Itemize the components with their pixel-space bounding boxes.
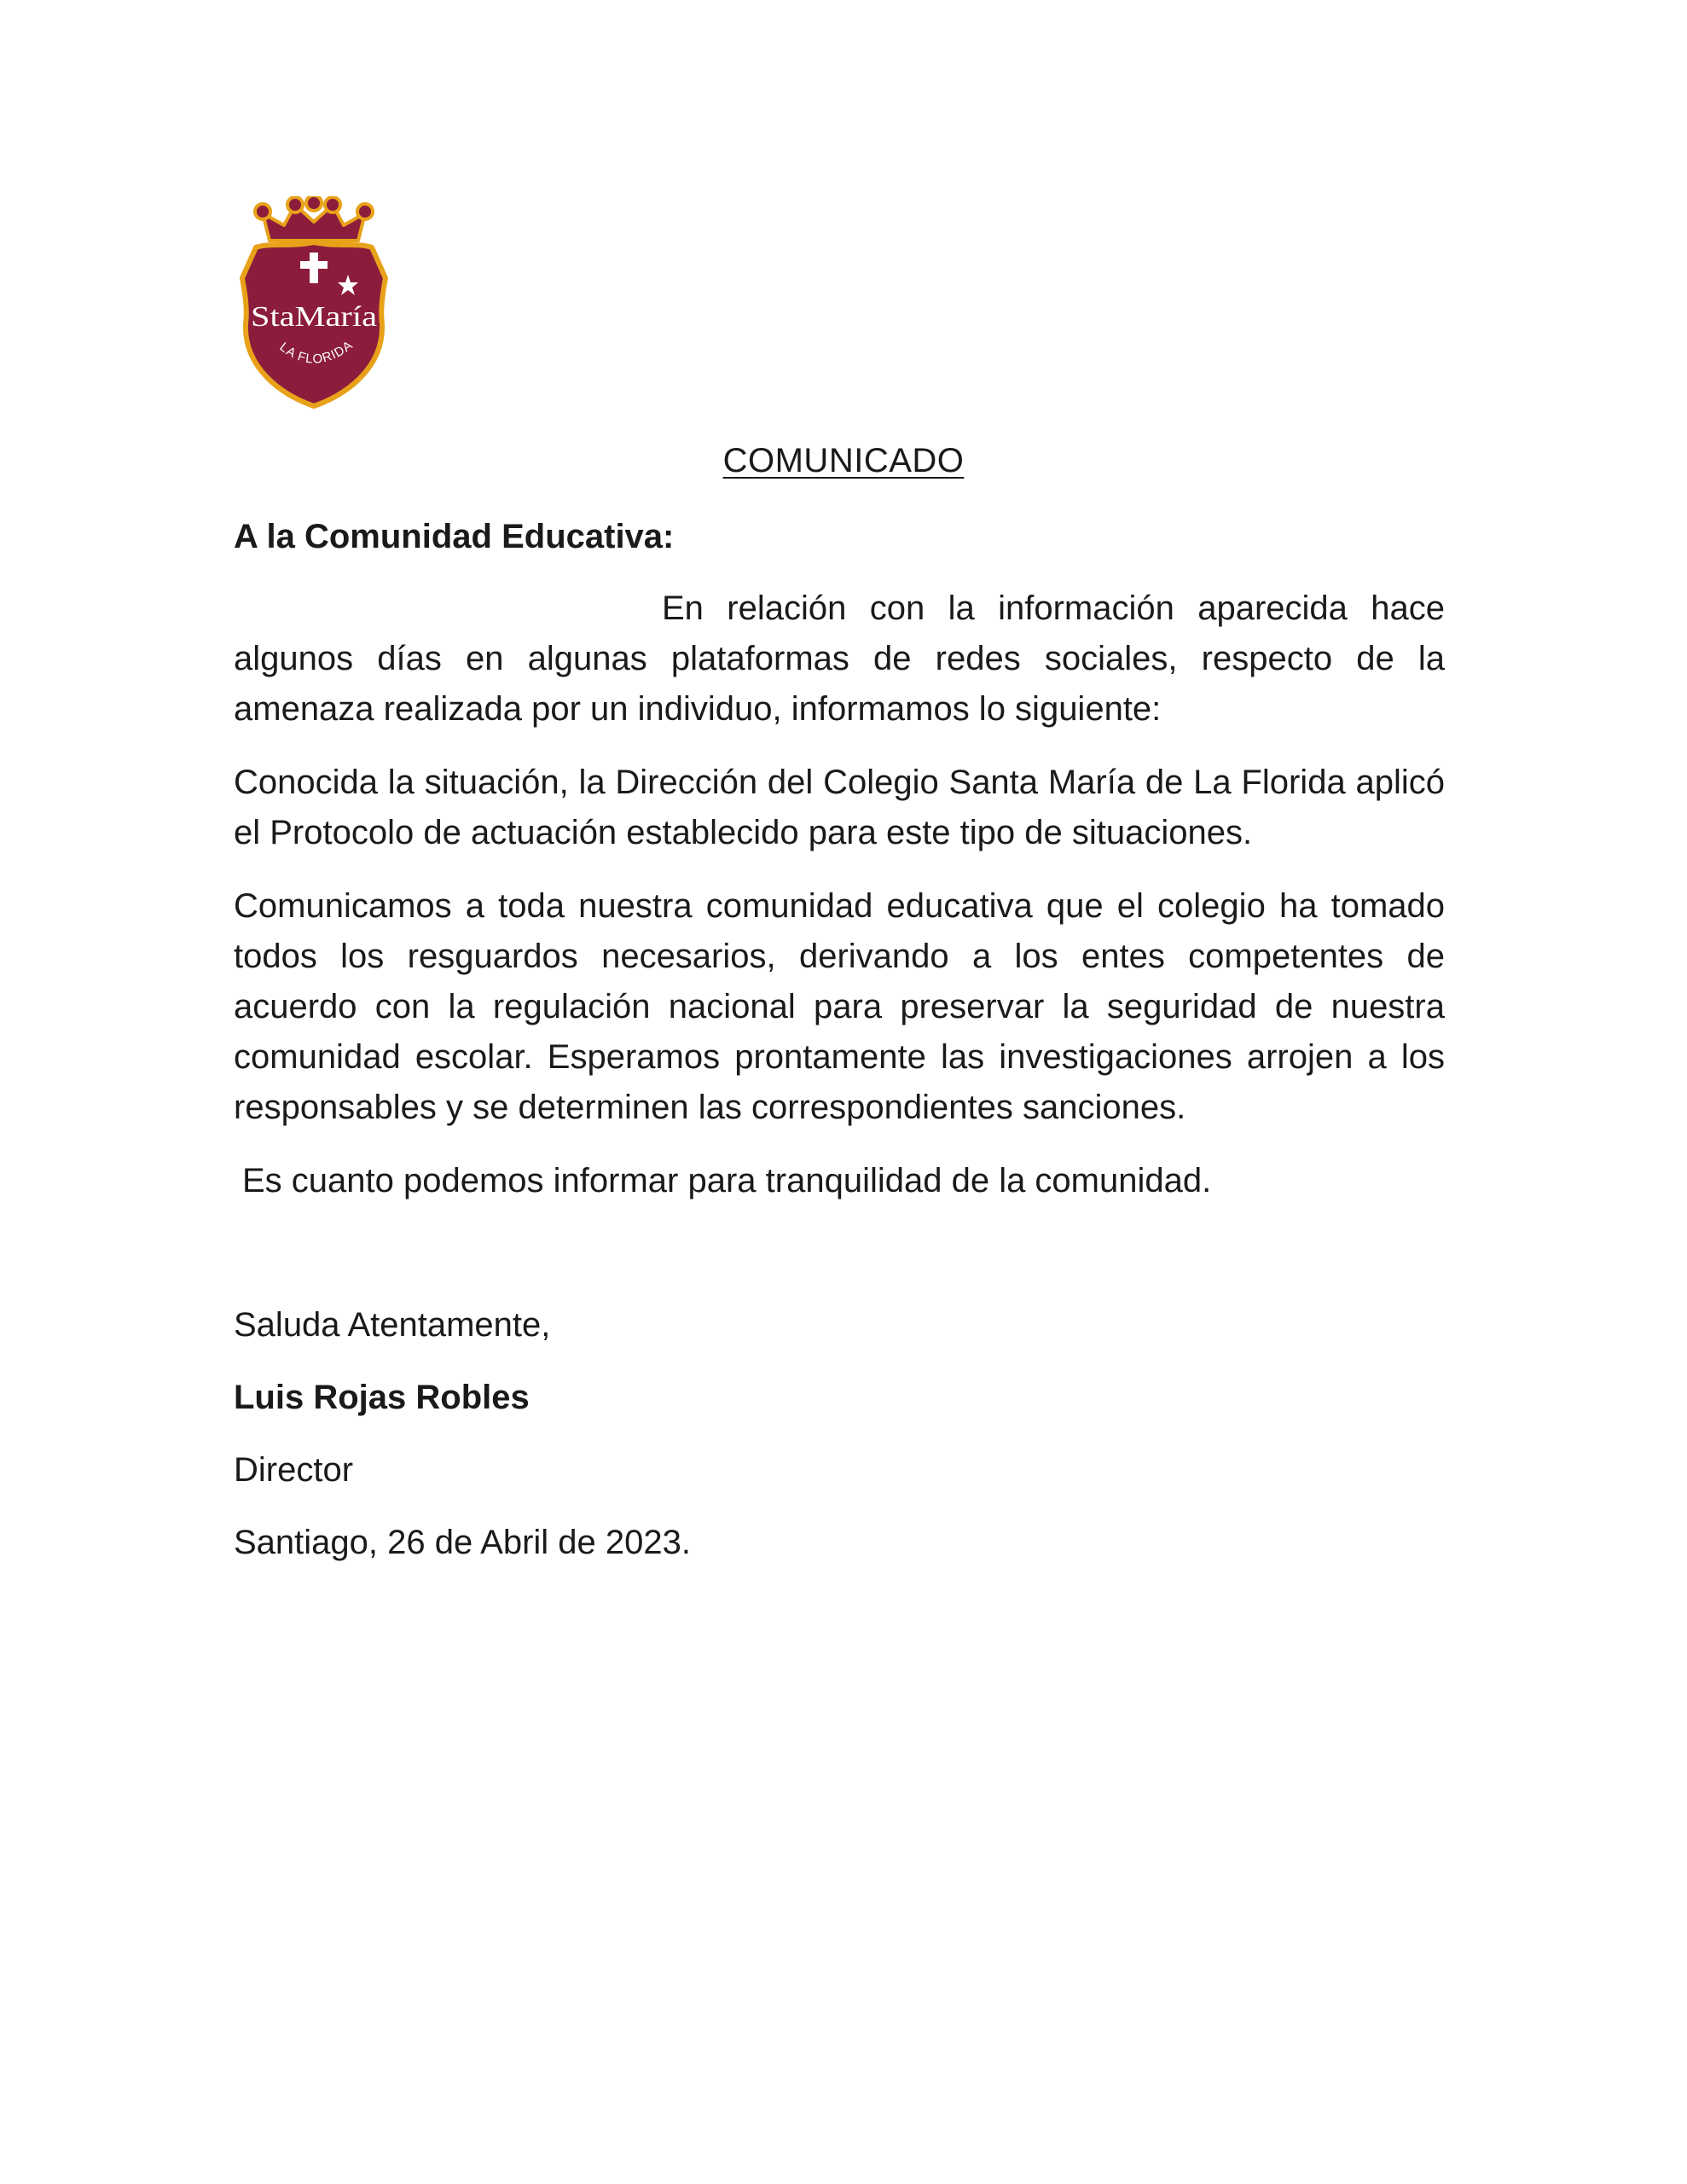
place-date: Santiago, 26 de Abril de 2023.: [234, 1524, 691, 1561]
salutation: A la Comunidad Educativa:: [234, 518, 675, 555]
signer-role: Director: [234, 1451, 354, 1489]
paragraph-1: En relación con la información aparecida hace algunos días en algunas plataformas de redes sociales, respecto de la amenaza realizada por un individuo, informamos lo siguiente:: [234, 590, 1445, 728]
school-crest: [237, 196, 391, 410]
document-body: [234, 584, 1445, 1229]
signer-name: Luis Rojas Robles: [234, 1379, 530, 1416]
document-title: COMUNICADO: [722, 442, 965, 479]
paragraph-4: Es cuanto podemos informar para tranquilidad de la comunidad.: [242, 1162, 1212, 1199]
paragraph-3: Comunicamos a toda nuestra comunidad educativa que el colegio ha tomado todos los resguardos necesarios, derivando a los entes competentes de acuerdo con la regulación nacional para preservar la seguridad de nuestra comunidad escolar. Esperamos prontamente las investigaciones arrojen a los responsables y se determinen las correspondientes sanciones.: [234, 887, 1445, 1126]
school-logo: [237, 196, 391, 410]
logo-text-sub: LA FLORIDA: [276, 337, 357, 367]
crown-icon: [255, 196, 373, 241]
paragraph-2: Conocida la situación, la Dirección del Colegio Santa María de La Florida aplicó el Protocolo de actuación establecido para este tipo de situaciones.: [234, 764, 1445, 851]
signature-block: [234, 1300, 691, 1590]
closing-greeting: Saluda Atentamente,: [234, 1306, 551, 1344]
logo-text-main: StaMaría: [251, 301, 377, 333]
